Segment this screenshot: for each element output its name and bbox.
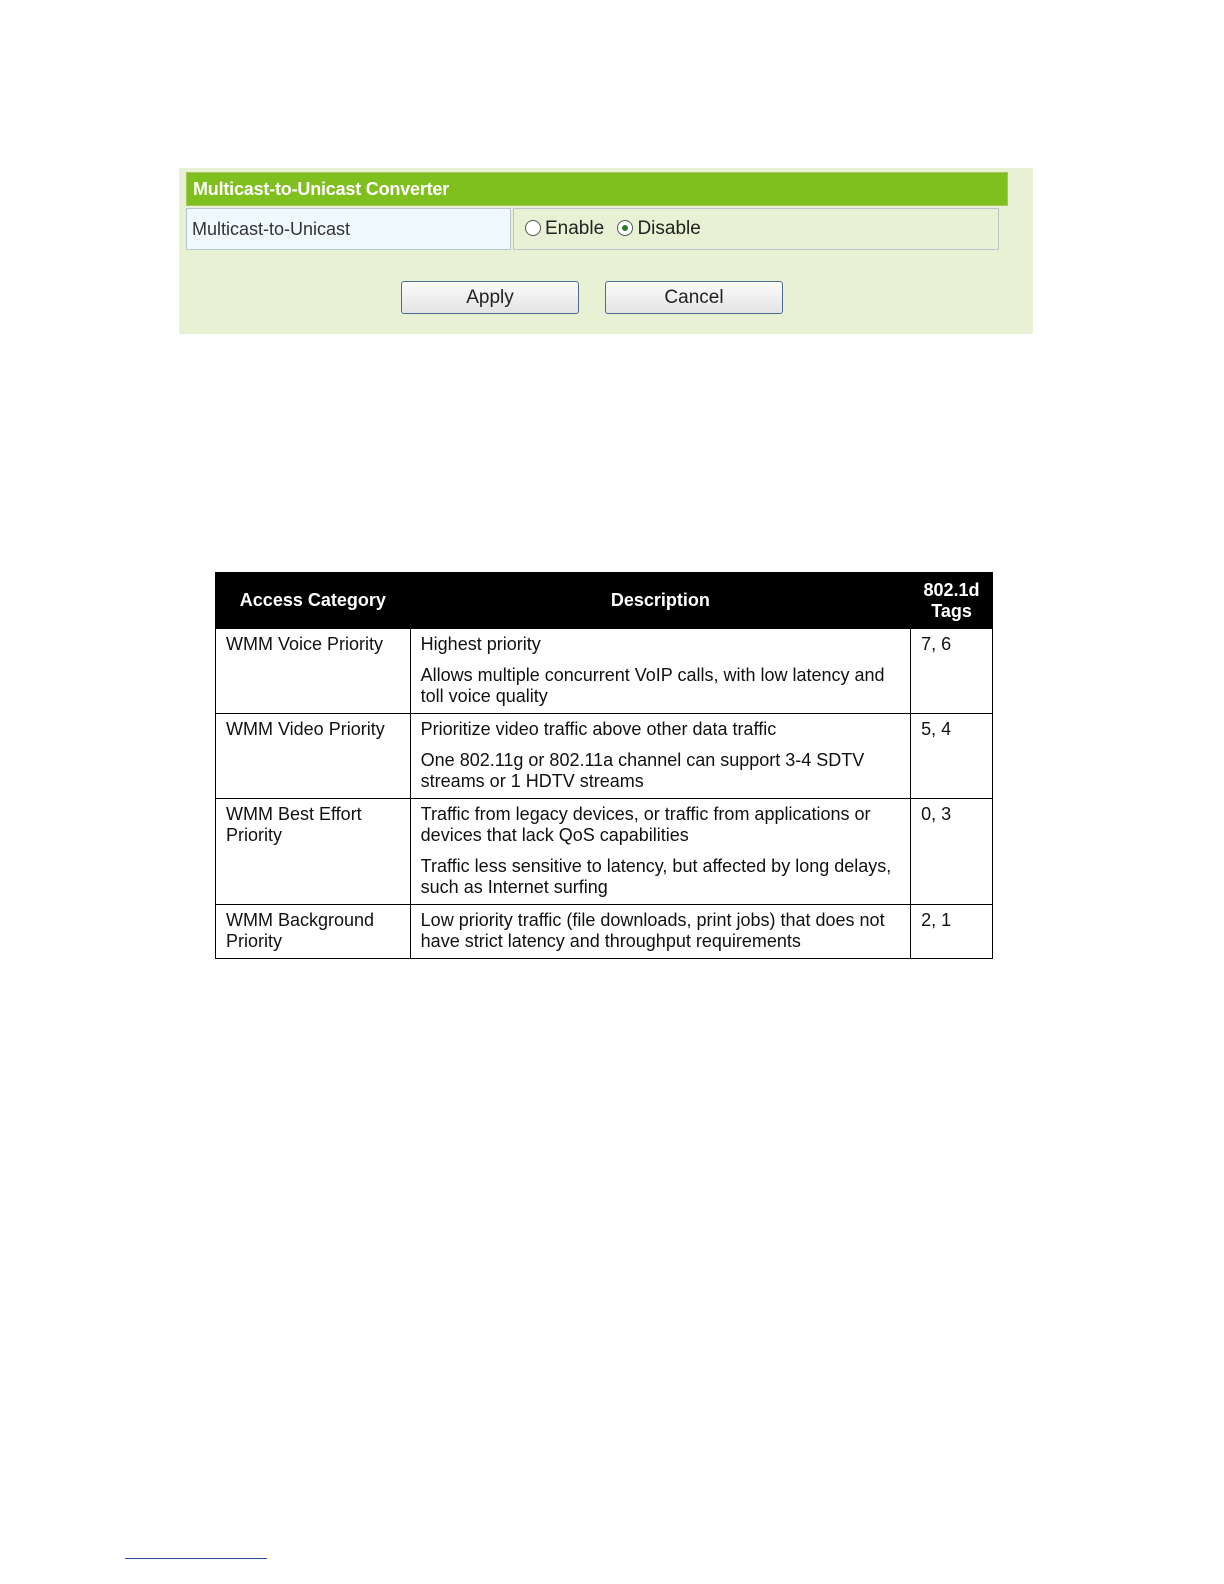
enable-radio[interactable] [525,220,541,236]
table-row [216,799,993,905]
header-access-category: Access Category [216,573,411,629]
header-tags-line1: 802.1d [923,579,980,600]
category-cell: WMM Background Priority [216,905,411,959]
tags-cell: 7, 6 [911,629,993,714]
description-cell [410,905,910,959]
category-cell: WMM Best Effort Priority [216,799,411,905]
category-cell: WMM Video Priority [216,714,411,799]
wmm-table [215,572,993,959]
multicast-label: Multicast-to-Unicast [186,208,511,250]
multicast-row [186,208,1000,250]
table-row [216,629,993,714]
footnote-divider [125,1558,267,1559]
description-text: Traffic from legacy devices, or traffic from applications or devices that lack QoS capabilities [420,804,871,845]
tags-cell: 2, 1 [911,905,993,959]
header-tags [911,573,993,629]
enable-label: Enable [545,218,605,239]
table-row [216,714,993,799]
tags-cell: 5, 4 [911,714,993,799]
description-text: Low priority traffic (file downloads, print jobs) that does not have strict latency and throughput requirements [420,910,885,951]
apply-button[interactable]: Apply [401,281,579,314]
panel-header: Multicast-to-Unicast Converter [186,172,1008,206]
description-cell [410,629,910,714]
table-row [216,905,993,959]
header-tags-line2: Tags [931,600,972,621]
table-header-row [216,573,993,629]
description-text: Prioritize video traffic above other data traffic [420,719,777,739]
multicast-options [513,208,999,250]
description-text: Allows multiple concurrent VoIP calls, with low latency and toll voice quality [420,665,885,706]
category-cell: WMM Voice Priority [216,629,411,714]
disable-label: Disable [637,218,701,239]
disable-radio[interactable] [617,220,633,236]
disable-option[interactable] [617,209,700,249]
enable-option[interactable] [525,209,604,249]
header-description: Description [410,573,910,629]
description-text: Traffic less sensitive to latency, but affected by long delays, such as Internet surfing [420,856,892,897]
description-text: Highest priority [420,634,541,654]
cancel-button[interactable]: Cancel [605,281,783,314]
multicast-panel [179,168,1033,334]
description-text: One 802.11g or 802.11a channel can support 3-4 SDTV streams or 1 HDTV streams [420,750,865,791]
description-cell [410,714,910,799]
description-cell [410,799,910,905]
tags-cell: 0, 3 [911,799,993,905]
